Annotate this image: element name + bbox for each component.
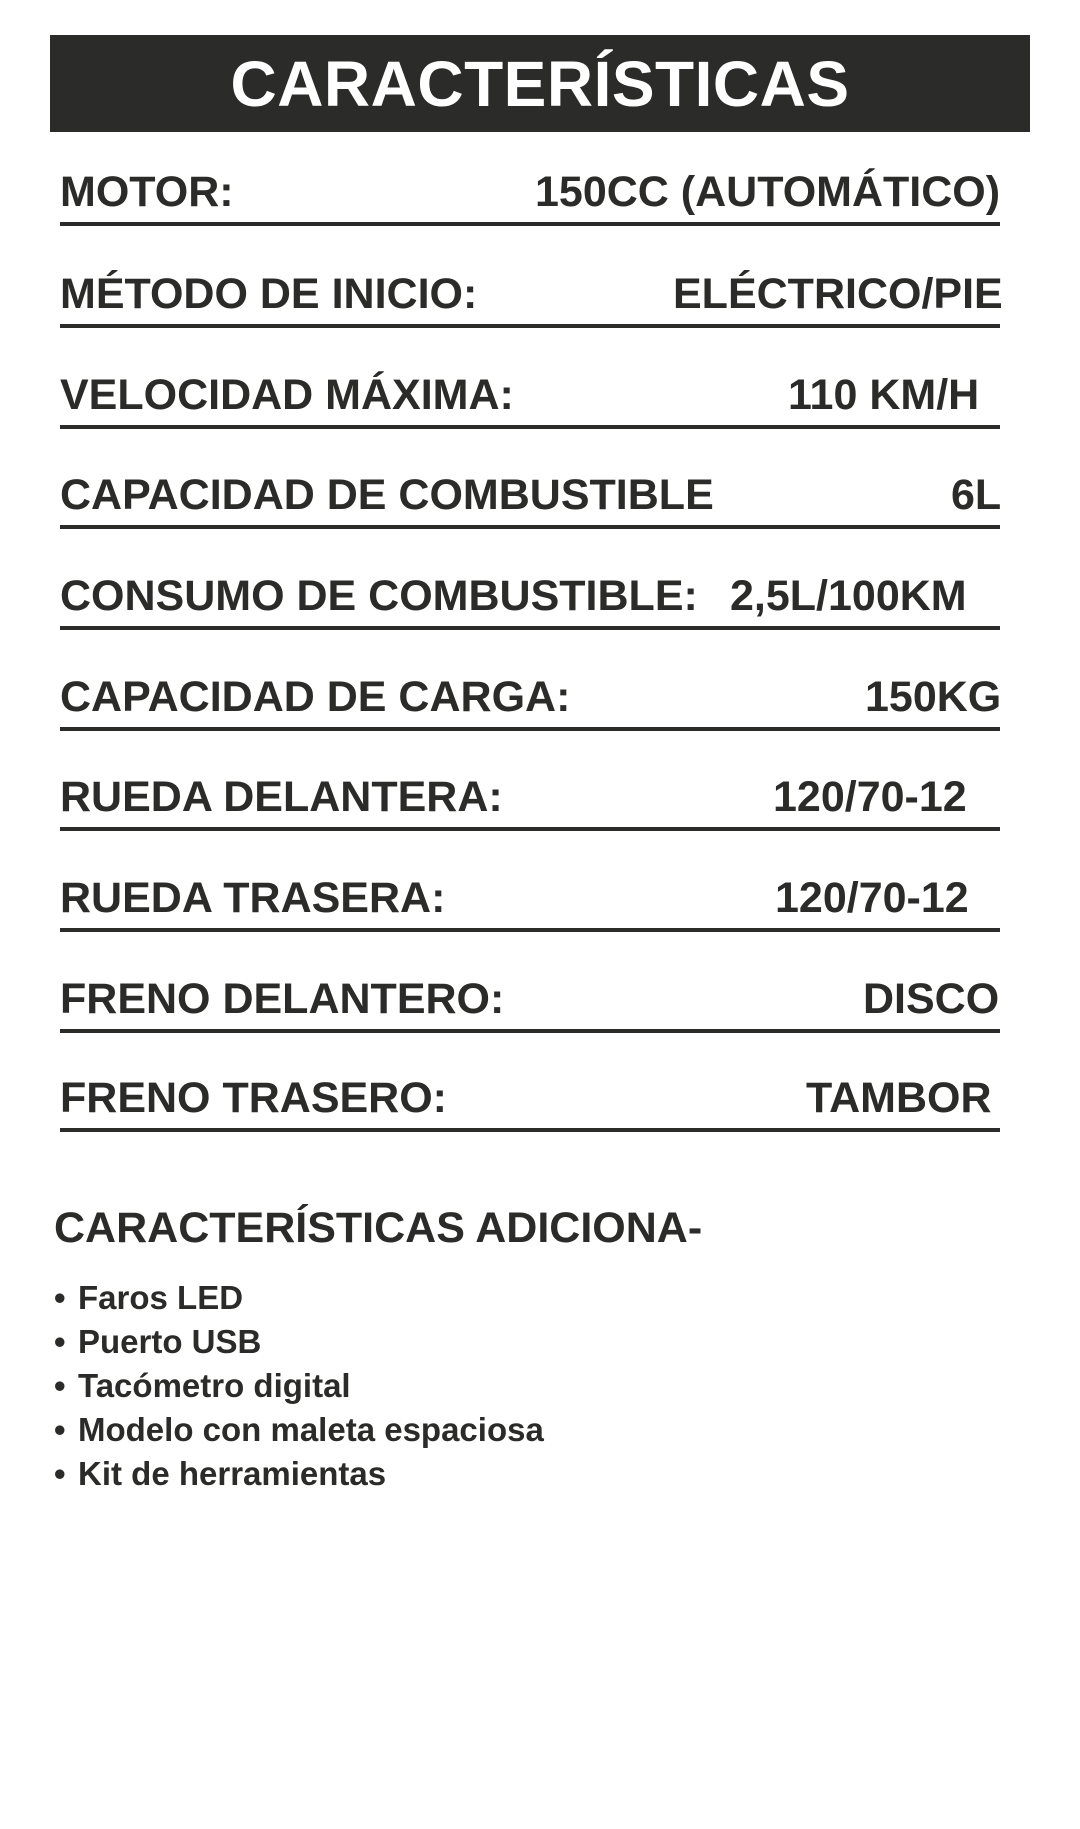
spec-value: 120/70-12 [775,874,969,922]
spec-row-capacidad-de-carga [60,667,1010,727]
list-item [54,1276,544,1320]
list-item [54,1408,544,1452]
spec-value: 120/70-12 [773,773,967,821]
divider [60,425,1000,429]
spec-label: VELOCIDAD MÁXIMA: [60,371,514,419]
divider [60,928,1000,932]
spec-label: RUEDA TRASERA: [60,874,446,922]
spec-value: ELÉCTRICO/PIE [673,270,1003,318]
bullet-icon: • [54,1411,66,1448]
divider [60,727,1000,731]
divider [60,525,1000,529]
list-item-label: Tacómetro digital [78,1367,351,1404]
spec-value: 6L [951,471,1002,519]
spec-label: MOTOR: [60,168,234,216]
spec-value: DISCO [863,975,1000,1023]
spec-row-metodo-de-inicio [60,264,1010,324]
divider [60,626,1000,630]
divider [60,1128,1000,1132]
divider [60,1029,1000,1033]
spec-row-consumo-de-combustible [60,566,1010,626]
list-item-label: Kit de herramientas [78,1455,387,1492]
list-item [54,1320,544,1364]
list-item [54,1452,544,1496]
bullet-icon: • [54,1367,66,1404]
extras-list [54,1276,544,1496]
page-title: CARACTERÍSTICAS [230,47,850,120]
spec-label: FRENO TRASERO: [60,1074,447,1122]
list-item-label: Modelo con maleta espaciosa [78,1411,544,1448]
spec-row-freno-delantero [60,969,1010,1029]
spec-label: MÉTODO DE INICIO: [60,270,478,318]
spec-row-capacidad-de-combustible [60,465,1010,525]
spec-label: FRENO DELANTERO: [60,975,505,1023]
spec-value: 2,5L/100KM [730,572,967,620]
bullet-icon: • [54,1455,66,1492]
spec-value: TAMBOR [806,1074,992,1122]
spec-row-freno-trasero [60,1068,1010,1128]
spec-label: RUEDA DELANTERA: [60,773,503,821]
list-item [54,1364,544,1408]
list-item-label: Faros LED [78,1279,244,1316]
spec-value: 110 KM/H [788,371,980,419]
spec-label: CAPACIDAD DE CARGA: [60,673,571,721]
spec-label: CONSUMO DE COMBUSTIBLE: [60,572,698,620]
list-item-label: Puerto USB [78,1323,262,1360]
divider [60,827,1000,831]
spec-label: CAPACIDAD DE COMBUSTIBLE [60,471,714,519]
spec-value: 150KG [865,673,1002,721]
spec-value: 150CC (AUTOMÁTICO) [535,168,1001,216]
spec-row-velocidad-maxima [60,365,1010,425]
divider [60,324,1000,328]
spec-row-rueda-trasera [60,868,1010,928]
divider [60,222,1000,226]
spec-row-motor [60,162,1010,222]
spec-row-rueda-delantera [60,767,1010,827]
header-banner [50,35,1030,132]
extras-title: CARACTERÍSTICAS ADICIONA- [54,1204,703,1252]
bullet-icon: • [54,1323,66,1360]
bullet-icon: • [54,1279,66,1316]
